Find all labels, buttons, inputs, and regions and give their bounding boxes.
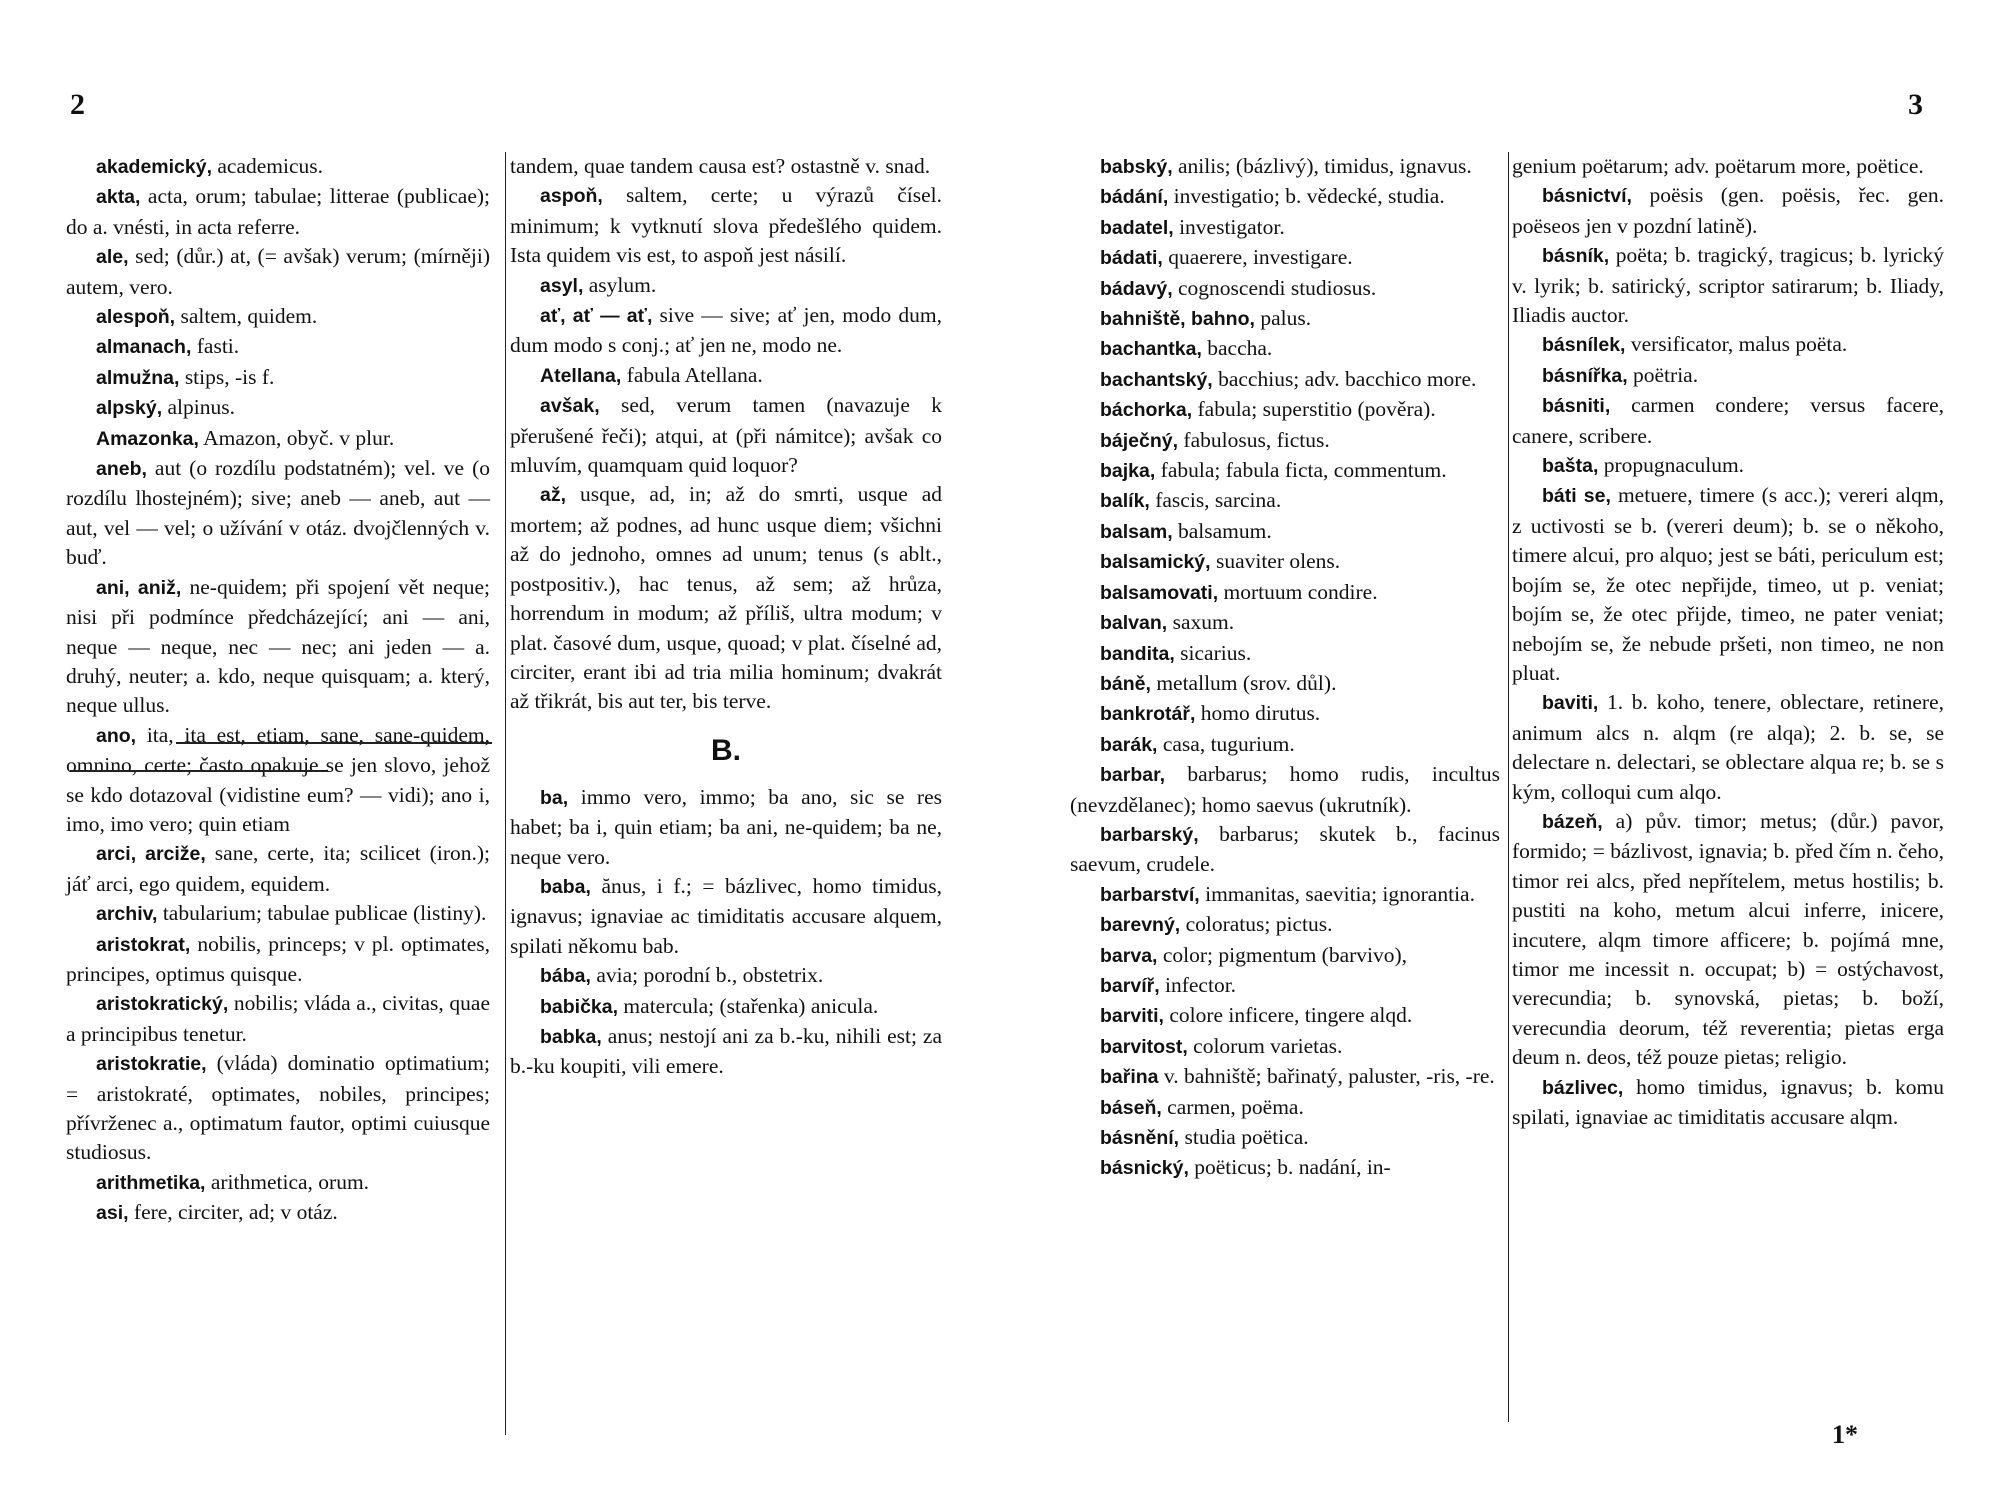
entry-definition: 1. b. koho, tenere, oblectare, retinere, animum alcs n. alqm (re alqa); 2. b. se, se delectare n. delectari, se oblectare alqua re; b. se s kým, colloqui cum alqo. — [1512, 690, 1944, 804]
entry-definition: baccha. — [1201, 336, 1273, 361]
entry-headword: aspoň, — [540, 185, 603, 208]
dictionary-entry — [1070, 517, 1500, 547]
entry-definition: fabula; superstitio (pověra). — [1192, 397, 1436, 422]
dictionary-entry — [1070, 334, 1500, 364]
entry-definition: genium poëtarum; adv. poëtarum more, poëtice. — [1512, 154, 1924, 178]
dictionary-entry — [1070, 578, 1500, 608]
entry-headword: badatel, — [1100, 216, 1174, 239]
dictionary-entry — [1070, 1153, 1500, 1183]
dictionary-entry — [1070, 669, 1500, 699]
entry-definition: fabula Atellana. — [621, 362, 763, 387]
right-page-column-rule — [1508, 152, 1509, 1422]
entry-headword: báchorka, — [1100, 399, 1193, 422]
entry-definition: infector. — [1159, 972, 1237, 997]
entry-headword: almanach, — [96, 336, 192, 359]
dictionary-entry — [1512, 330, 1944, 360]
entry-headword: aristokratie, — [96, 1053, 207, 1076]
dictionary-entry — [1070, 152, 1500, 182]
entry-headword: ať, ať — ať, — [540, 305, 653, 328]
entry-definition: a) pův. timor; metus; (důr.) pavor, formido; = bázlivost, ignavia; b. před čím n. čeho, timor rei alcs, před nepřítelem, metus hostilis; b. pustiti na koho, metum alcui inferre, inicere, incutere, alqm timore afficere; b. pojímá mne, timor me incessit n. occupat; b) = ostýchavost, verecundia; b. synovská, pietas; b. boží, verecundia deorum, též reverentia; pietas erga deum n. deos, též pouze pietas; religio. — [1512, 808, 1944, 1070]
entry-headword: ba, — [540, 786, 569, 809]
entry-headword: básniti, — [1542, 395, 1611, 418]
left-page-column-2 — [510, 152, 942, 1082]
entry-definition: investigator. — [1173, 214, 1285, 239]
entry-headword: básník, — [1542, 245, 1610, 268]
dictionary-entry — [66, 1168, 490, 1198]
dictionary-entry — [66, 721, 490, 840]
entry-headword: balsamovati, — [1100, 581, 1219, 604]
entry-definition: versificator, malus poëta. — [1625, 332, 1848, 357]
entry-headword: báseň, — [1100, 1096, 1162, 1119]
dictionary-entry — [1070, 426, 1500, 456]
dictionary-entry — [1512, 391, 1944, 451]
entry-definition: homo dirutus. — [1195, 701, 1321, 726]
entry-headword: bahniště, bahno, — [1100, 308, 1255, 331]
entry-definition: palus. — [1254, 306, 1312, 331]
column-2-top-entries — [510, 152, 942, 717]
entry-headword: Atellana, — [540, 364, 622, 387]
entry-definition: poëticus; b. nadání, in- — [1188, 1155, 1391, 1180]
entry-definition: saxum. — [1167, 610, 1235, 635]
right-page-column-1 — [1070, 152, 1500, 1184]
entry-definition: carmen, poëma. — [1161, 1094, 1304, 1119]
entry-headword: alespoň, — [96, 306, 176, 329]
dictionary-entry — [1070, 486, 1500, 516]
entry-definition: acta, orum; tabulae; litterae (publicae); do a. vnésti, in acta referre. — [66, 184, 490, 239]
entry-headword: až, — [540, 484, 567, 507]
entry-headword: barviti, — [1100, 1005, 1164, 1028]
dictionary-entry — [66, 454, 490, 573]
entry-definition: tandem, quae tandem causa est? ostastně v. snad. — [510, 154, 931, 178]
entry-headword: barbarský, — [1100, 823, 1199, 846]
entry-headword: barvitost, — [1100, 1035, 1188, 1058]
entry-headword: básnictví, — [1542, 185, 1632, 208]
dictionary-entry — [1070, 182, 1500, 212]
dictionary-entry — [510, 271, 942, 301]
entry-headword: barbarství, — [1100, 883, 1200, 906]
entry-headword: bachantka, — [1100, 338, 1202, 361]
entry-headword: ale, — [96, 246, 129, 269]
dictionary-entry — [1070, 274, 1500, 304]
entry-headword: avšak, — [540, 395, 600, 418]
entry-headword: bázeň, — [1542, 810, 1603, 833]
dictionary-entry — [510, 1022, 942, 1082]
entry-definition: fere, circiter, ad; v otáz. — [128, 1200, 338, 1225]
dictionary-entry — [1070, 1123, 1500, 1153]
entry-definition: poëta; b. tragický, tragicus; b. lyrický v. lyrik; b. satirický, scriptor satirarum; b. Iliady, Iliadis auctor. — [1512, 243, 1944, 328]
entry-definition: ănus, i f.; = bázlivec, homo timidus, ignavus; ignaviae ac timiditatis accusare alquem, spilati někomu bab. — [510, 873, 942, 958]
entry-definition: cognoscendi studiosus. — [1172, 275, 1377, 300]
section-letter: B. — [711, 733, 741, 767]
entry-definition: fascis, sarcina. — [1149, 488, 1282, 513]
entry-headword: almužna, — [96, 366, 180, 389]
dictionary-entry — [66, 363, 490, 393]
entry-definition: color; pigmentum (barvivo), — [1157, 942, 1408, 967]
left-page-column-rule — [505, 152, 506, 1435]
dictionary-entry — [1070, 608, 1500, 638]
entry-definition: anilis; (bázlivý), timidus, ignavus. — [1172, 154, 1472, 178]
dictionary-entry — [1070, 820, 1500, 880]
entry-definition: propugnaculum. — [1598, 453, 1745, 478]
dictionary-entry — [1070, 395, 1500, 425]
dictionary-entry — [1070, 971, 1500, 1001]
entry-headword: ano, — [96, 724, 137, 747]
entry-definition: immo vero, immo; ba ano, sic se res habet; ba i, quin etiam; ba ani, ne-quidem; ba ne, neque vero. — [510, 784, 942, 869]
dictionary-entry — [1070, 910, 1500, 940]
entry-definition: usque, ad, in; až do smrti, usque ad mortem; až podnes, ad hunc usque diem; všichni až do jednoho, omnes ad unum; tenus (s ablt., postpositiv.), hac tenus, až sem; až hrůza, horrendum in modum; až příliš, ultra modum; v plat. časové dum, usque, quoad; v plat. číselné ad, circiter, erant ibi ad tria milia hominum; dvakrát až třikrát, bis aut ter, bis terve. — [510, 482, 942, 714]
right-page-number: 3 — [1908, 88, 1923, 121]
entry-definition: quaerere, investigare. — [1162, 245, 1353, 270]
entry-definition: matercula; (stařenka) anicula. — [618, 993, 879, 1018]
dictionary-entry — [1512, 451, 1944, 481]
entry-headword: balsamický, — [1100, 551, 1211, 574]
dictionary-entry — [66, 899, 490, 929]
dictionary-entry — [1512, 241, 1944, 330]
dictionary-entry — [1512, 152, 1944, 181]
entry-definition: barbarus; skutek b., facinus saevum, crudele. — [1070, 821, 1500, 877]
entry-definition: metallum (srov. důl). — [1150, 670, 1337, 695]
dictionary-entry — [1512, 688, 1944, 807]
entry-headword: baba, — [540, 875, 591, 898]
left-page-column-1 — [66, 152, 490, 1229]
dictionary-entry — [66, 1198, 490, 1228]
dictionary-entry — [66, 152, 490, 182]
entry-definition: sicarius. — [1174, 640, 1252, 665]
entry-definition: carmen condere; versus facere, canere, scribere. — [1512, 393, 1944, 448]
dictionary-entry — [1512, 361, 1944, 391]
entry-headword: asi, — [96, 1202, 129, 1225]
entry-headword: bádání, — [1100, 186, 1169, 209]
entry-definition: immanitas, saevitia; ignorantia. — [1199, 881, 1475, 906]
entry-headword: barvíř, — [1100, 974, 1160, 997]
dictionary-entry — [1070, 243, 1500, 273]
left-page-number: 2 — [70, 88, 85, 121]
dictionary-entry — [510, 391, 942, 480]
entry-definition: casa, tugurium. — [1157, 731, 1295, 756]
dictionary-entry — [1070, 1032, 1500, 1062]
entry-definition: anus; nestojí ani za b.-ku, nihili est; za b.-ku koupiti, vili emere. — [510, 1023, 942, 1079]
entry-headword: básnílek, — [1542, 334, 1626, 357]
entry-headword: bachantský, — [1100, 368, 1213, 391]
dictionary-entry — [510, 992, 942, 1022]
entry-headword: barbar, — [1100, 764, 1166, 787]
entry-definition: poësis (gen. poësis, řec. gen. poëseos jen v pozdní latině). — [1512, 183, 1944, 238]
entry-definition: saltem, certe; u výrazů čísel. minimum; k vytknutí slova předešlého quidem. Ista quidem vis est, to aspoň jest násilí. — [510, 183, 942, 268]
entry-headword: básnířka, — [1542, 364, 1628, 387]
entry-headword: arithmetika, — [96, 1171, 206, 1194]
entry-headword: arci, arciže, — [96, 843, 206, 866]
dictionary-entry — [1070, 699, 1500, 729]
dictionary-entry — [1070, 213, 1500, 243]
entry-definition: balsamum. — [1172, 518, 1272, 543]
entry-headword: babka, — [540, 1025, 602, 1048]
dictionary-entry — [66, 930, 490, 990]
entry-definition: colore inficere, tingere alqd. — [1163, 1003, 1413, 1028]
entry-headword: akademický, — [96, 156, 213, 178]
entry-headword: bázlivec, — [1542, 1076, 1624, 1099]
dictionary-entry — [66, 989, 490, 1049]
entry-definition: Amazon, obyč. v plur. — [198, 425, 395, 450]
dictionary-entry — [1512, 807, 1944, 1073]
dictionary-entry — [1070, 1001, 1500, 1031]
entry-headword: barák, — [1100, 733, 1158, 756]
dictionary-entry — [66, 573, 490, 721]
dictionary-entry — [66, 182, 490, 242]
entry-definition: mortuum condire. — [1218, 579, 1378, 604]
entry-headword: aneb, — [96, 458, 147, 481]
entry-definition: suaviter olens. — [1210, 549, 1341, 574]
entry-definition: sed; (důr.) at, (= avšak) verum; (mírněji) autem, vero. — [66, 244, 490, 299]
dictionary-entry — [1512, 481, 1944, 688]
entry-headword: ani, aniž, — [96, 576, 182, 599]
dictionary-entry — [1070, 941, 1500, 971]
column-2-bottom-entries — [510, 783, 942, 1082]
dictionary-entry — [510, 961, 942, 991]
entry-definition: ne-quidem; při spojení vět neque; nisi při podmínce předcházející; ani — ani, neque — neque, nec — nec; ani jeden — a. druhý, neuter; a. kdo, neque quisquam; a. který, neque ullus. — [66, 574, 490, 718]
dictionary-entry — [1070, 639, 1500, 669]
dictionary-entry — [66, 424, 490, 454]
entry-definition: sane, certe, ita; scilicet (iron.); jáť arci, ego quidem, equidem. — [66, 841, 490, 896]
entry-definition: barbarus; homo rudis, incultus (nevzdělanec); homo saevus (ukrutník). — [1070, 762, 1500, 817]
dictionary-entry — [66, 393, 490, 423]
dictionary-entry — [1070, 304, 1500, 334]
entry-definition: metuere, timere (s acc.); vereri alqm, z uctivosti se b. (vereri deum); b. se o někoho, timere alcui, pro alquo; jest se báti, periculum est; bojím se, že otec nepřijde, timeo, ut p. veniat; bojím se, že otec přijde, timeo, ne pater veniat; nebojím se, že nebude pršeti, non timeo, ne non pluat. — [1512, 483, 1944, 685]
entry-definition: fasti. — [191, 334, 240, 359]
entry-definition: colorum varietas. — [1187, 1033, 1343, 1058]
dictionary-entry — [510, 301, 942, 361]
entry-headword: barva, — [1100, 944, 1158, 967]
entry-definition: poëtria. — [1627, 362, 1699, 387]
entry-headword: Amazonka, — [96, 427, 199, 450]
dictionary-entry — [66, 302, 490, 332]
dictionary-entry — [66, 839, 490, 899]
dictionary-entry — [510, 783, 942, 872]
dictionary-entry — [66, 1049, 490, 1168]
entry-definition: asylum. — [583, 272, 657, 297]
entry-headword: báječný, — [1100, 429, 1179, 452]
entry-headword: aristokratický, — [96, 993, 229, 1016]
entry-headword: bába, — [540, 965, 591, 988]
entry-definition: studia poëtica. — [1179, 1125, 1309, 1149]
entry-definition: saltem, quidem. — [175, 304, 318, 329]
entry-definition: homo timidus, ignavus; b. komu spilati, ignaviae ac timiditatis accusare alqm. — [1512, 1074, 1944, 1129]
dictionary-entry — [510, 181, 942, 270]
dictionary-entry — [1070, 547, 1500, 577]
dictionary-entry — [1070, 880, 1500, 910]
entry-definition: aut (o rozdílu podstatném); vel. ve (o rozdílu lhostejném); sive; aneb — aneb, aut — aut, vel — vel; o užívání v otáz. dvojčlenných v. buď. — [66, 456, 490, 570]
entry-headword: alpský, — [96, 397, 163, 420]
entry-headword: archiv, — [96, 903, 158, 926]
entry-definition: fabulosus, fictus. — [1178, 427, 1330, 452]
dictionary-entry — [510, 872, 942, 961]
entry-headword: básnění, — [1100, 1127, 1180, 1149]
entry-definition: tabularium; tabulae publicae (listiny). — [157, 901, 487, 926]
entry-definition: ita, ita est, etiam, sane, sane-quidem, omnino, certe; často opakuje se jen slovo, jehož se kdo dotazoval (vidistine eum? — vidi); ano i, imo, imo vero; quin etiam — [66, 722, 490, 836]
entry-headword: barevný, — [1100, 914, 1181, 937]
entry-definition: sed, verum tamen (navazuje k přerušené řeči); atqui, at (při námitce); avšak co mluvím, quamquam quid loquor? — [510, 393, 942, 478]
entry-definition: arithmetica, orum. — [205, 1169, 370, 1194]
entry-headword: babský, — [1100, 156, 1173, 178]
entry-headword: bandita, — [1100, 642, 1175, 665]
entry-headword: aristokrat, — [96, 933, 191, 956]
dictionary-entry — [510, 152, 942, 181]
entry-headword: balvan, — [1100, 612, 1168, 635]
entry-definition: alpinus. — [162, 395, 235, 420]
entry-headword: bařina — [1100, 1066, 1159, 1089]
entry-definition: sive — sive; ať jen, modo dum, dum modo s conj.; ať jen ne, modo ne. — [510, 303, 942, 358]
entry-definition: investigatio; b. vědecké, studia. — [1168, 184, 1445, 209]
entry-definition: coloratus; pictus. — [1180, 912, 1333, 937]
entry-headword: baviti, — [1542, 692, 1599, 715]
entry-definition: nobilis, princeps; v pl. optimates, principes, optimus quisque. — [66, 931, 490, 986]
dictionary-entry — [1070, 456, 1500, 486]
dictionary-entry — [66, 242, 490, 302]
entry-headword: bašta, — [1542, 455, 1599, 478]
signature-mark: 1* — [1832, 1420, 1858, 1449]
entry-definition: fabula; fabula ficta, commentum. — [1155, 458, 1447, 483]
dictionary-entry — [1070, 1062, 1500, 1092]
entry-headword: babička, — [540, 995, 619, 1018]
entry-definition: bacchius; adv. bacchico more. — [1212, 366, 1477, 391]
entry-definition: (vláda) dominatio optimatium; = aristokraté, optimates, nobiles, principes; přívrženec a., optimatum fautor, optimi cuiusque studiosus. — [66, 1051, 490, 1165]
entry-headword: bajka, — [1100, 460, 1156, 483]
entry-headword: báti se, — [1542, 485, 1611, 508]
underline-mark — [176, 742, 492, 744]
dictionary-entry — [510, 480, 942, 716]
entry-headword: akta, — [96, 186, 141, 209]
dictionary-entry — [1070, 760, 1500, 820]
entry-headword: asyl, — [540, 274, 584, 297]
entry-definition: nobilis; vláda a., civitas, quae a principibus tenetur. — [66, 991, 490, 1046]
entry-headword: balsam, — [1100, 520, 1173, 543]
entry-headword: básnický, — [1100, 1157, 1189, 1180]
entry-headword: balík, — [1100, 490, 1150, 513]
dictionary-entry — [66, 332, 490, 362]
entry-definition: stips, -is f. — [179, 364, 275, 389]
dictionary-entry — [1512, 1073, 1944, 1133]
dictionary-entry — [1512, 181, 1944, 241]
dictionary-entry — [510, 361, 942, 391]
dictionary-entry — [1070, 730, 1500, 760]
entry-definition: academicus. — [212, 154, 324, 178]
entry-headword: bádati, — [1100, 247, 1163, 270]
right-page-column-2 — [1512, 152, 1944, 1132]
dictionary-entry — [1070, 365, 1500, 395]
underline-mark — [70, 770, 328, 772]
entry-headword: báně, — [1100, 672, 1151, 695]
entry-headword: bádavý, — [1100, 277, 1173, 300]
entry-headword: bankrotář, — [1100, 703, 1196, 726]
entry-definition: avia; porodní b., obstetrix. — [590, 963, 824, 988]
dictionary-entry — [1070, 1093, 1500, 1123]
entry-definition: v. bahniště; bařinatý, paluster, -ris, -re. — [1158, 1064, 1495, 1089]
